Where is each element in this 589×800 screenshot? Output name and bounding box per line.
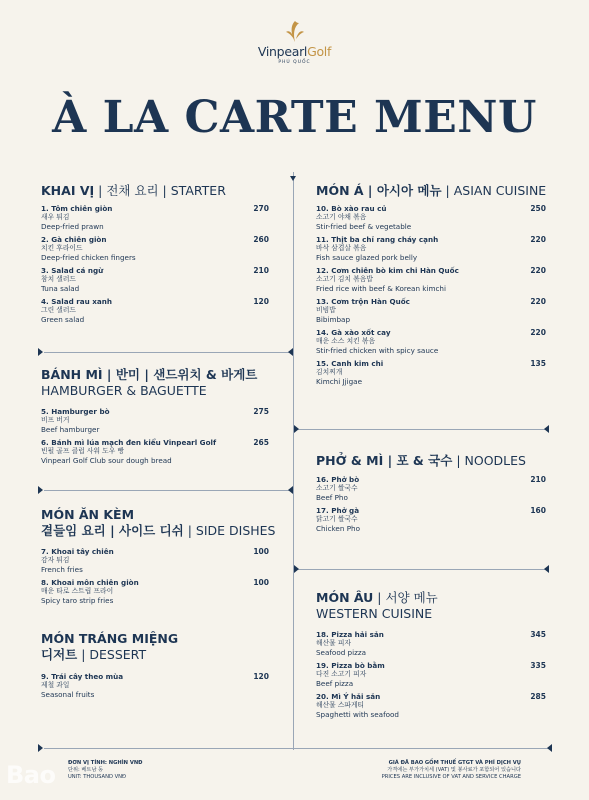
item-price: 260	[253, 235, 269, 244]
menu-item: 18. Pizza hải sản 해산물 피자 Seafood pizza 345	[316, 630, 546, 657]
section-subheading: WESTERN CUISINE	[316, 606, 433, 621]
item-price: 220	[530, 266, 546, 275]
item-price: 275	[253, 407, 269, 416]
item-price: 270	[253, 204, 269, 213]
menu-item: 11. Thịt ba chỉ rang cháy cạnh 바삭 삼겹살 볶음 Fish sauce glazed pork belly 220	[316, 235, 546, 262]
divider-arrow	[294, 565, 299, 573]
item-price: 100	[253, 547, 269, 556]
footer-tax-note: GIÁ ĐÃ BAO GỒM THUẾ GTGT VÀ PHÍ DỊCH VỤ 가격에는 부가가치세 (VAT) 및 봉사료가 포함되어 있습니다 PRICES ARE INCLUSIVE OF VAT AND SERVICE CHARGE	[381, 760, 521, 780]
item-list	[41, 407, 269, 465]
left-divider-2	[44, 490, 293, 491]
center-divider	[293, 172, 294, 750]
divider-arrow	[544, 425, 549, 433]
section-asian-cuisine	[316, 183, 546, 390]
section-noodles	[316, 453, 546, 537]
item-list	[41, 204, 269, 324]
divider-arrow-top	[290, 176, 296, 181]
menu-item: 19. Pizza bò bằm 다진 소고기 피자 Beef pizza 335	[316, 661, 546, 688]
item-list	[316, 204, 546, 386]
menu-item: 5. Hamburger bò 비프 버거 Beef hamburger 275	[41, 407, 269, 434]
item-price: 220	[530, 235, 546, 244]
menu-item: 4. Salad rau xanh 그린 샐러드 Green salad 120	[41, 297, 269, 324]
divider-arrow	[38, 348, 43, 356]
item-price: 210	[253, 266, 269, 275]
item-price: 160	[530, 506, 546, 515]
menu-item: 14. Gà xào xốt cay 매운 소스 치킨 볶음 Stir-fried chicken with spicy sauce 220	[316, 328, 546, 355]
menu-item: 1. Tôm chiên giòn 새우 튀김 Deep-fried prawn 270	[41, 204, 269, 231]
vinpearl-golf-logo	[0, 20, 589, 65]
section-heading: MÓN Á | 아시아 메뉴 | ASIAN CUISINE	[316, 183, 547, 198]
section-side-dishes	[41, 507, 276, 609]
divider-arrow	[294, 425, 299, 433]
item-price: 210	[530, 475, 546, 484]
section-starter	[41, 183, 269, 328]
item-price: 345	[530, 630, 546, 639]
section-subheading: HAMBURGER & BAGUETTE	[41, 383, 207, 398]
item-list	[41, 672, 269, 699]
menu-item: 3. Salad cá ngừ 참치 샐러드 Tuna salad 210	[41, 266, 269, 293]
menu-item: 9. Trái cây theo mùa 제철 과일 Seasonal fruits 120	[41, 672, 269, 699]
menu-item: 17. Phở gà 닭고기 쌀국수 Chicken Pho 160	[316, 506, 546, 533]
item-price: 285	[530, 692, 546, 701]
section-heading: BÁNH MÌ | 반미 | 샌드위치 & 바게트	[41, 367, 258, 382]
brand-location: PHÚ QUỐC	[278, 60, 311, 65]
section-heading: MÓN TRÁNG MIỆNG	[41, 631, 179, 646]
menu-item: 6. Bánh mì lúa mạch đen kiểu Vinpearl Golf 빈펄 골프 클럽 사워 도우 빵 Vinpearl Golf Club sour dough bread 265	[41, 438, 269, 465]
section-heading: PHỞ & MÌ | 포 & 국수 | NOODLES	[316, 453, 526, 468]
watermark: Bao	[6, 761, 56, 789]
menu-item: 13. Cơm trộn Hàn Quốc 비빔밥 Bibimbap 220	[316, 297, 546, 324]
left-divider-1	[44, 352, 293, 353]
item-list	[316, 475, 546, 533]
menu-item: 10. Bò xào rau củ 소고기 야채 볶음 Stir-fried beef & vegetable 250	[316, 204, 546, 231]
divider-arrow	[547, 744, 552, 752]
item-price: 335	[530, 661, 546, 670]
menu-item: 7. Khoai tây chiên 감자 튀김 French fries 100	[41, 547, 269, 574]
item-price: 220	[530, 328, 546, 337]
item-price: 100	[253, 578, 269, 587]
item-list	[316, 630, 546, 719]
divider-arrow	[544, 565, 549, 573]
divider-arrow	[288, 348, 293, 356]
menu-item: 2. Gà chiên giòn 치킨 후라이드 Deep-fried chicken fingers 260	[41, 235, 269, 262]
menu-item: 8. Khoai môn chiên giòn 매운 타로 스트립 프라이 Spicy taro strip fries 100	[41, 578, 269, 605]
bottom-divider	[44, 748, 549, 749]
footer-unit-note: ĐƠN VỊ TÍNH: NGHÌN VNĐ 단위: 베트남 동 UNIT: THOUSAND VNĐ	[68, 760, 143, 780]
divider-arrow	[38, 744, 43, 752]
brand-name: VinpearlGolf	[257, 44, 332, 59]
section-dessert	[41, 631, 269, 703]
item-price: 265	[253, 438, 269, 447]
item-price: 120	[253, 297, 269, 306]
menu-item: 20. Mì Ý hải sản 해산물 스파게티 Spaghetti with seafood 285	[316, 692, 546, 719]
section-heading: KHAI VỊ | 전채 요리 | STARTER	[41, 183, 226, 198]
section-subheading: 디저트 | DESSERT	[41, 647, 147, 662]
section-subheading: 곁들임 요리 | 사이드 디쉬 | SIDE DISHES	[41, 523, 276, 538]
golf-swoosh-icon	[282, 20, 308, 44]
section-heading: MÓN ÂU | 서양 메뉴	[316, 590, 438, 605]
menu-item: 16. Phở bò 소고기 쌀국수 Beef Pho 210	[316, 475, 546, 502]
item-price: 250	[530, 204, 546, 213]
divider-arrow	[288, 486, 293, 494]
item-price: 135	[530, 359, 546, 368]
right-divider-2	[293, 569, 546, 570]
menu-item: 15. Canh kim chi 김치찌개 Kimchi Jjigae 135	[316, 359, 546, 386]
menu-item: 12. Cơm chiên bò kim chi Hàn Quốc 소고기 김치 볶음밥 Fried rice with beef & Korean kimchi 220	[316, 266, 546, 293]
section-western-cuisine	[316, 590, 546, 723]
divider-arrow	[38, 486, 43, 494]
section-banh-mi	[41, 367, 269, 469]
page-title: À LA CARTE MENU	[52, 92, 537, 143]
item-price: 120	[253, 672, 269, 681]
section-heading: MÓN ĂN KÈM	[41, 507, 135, 522]
item-list	[41, 547, 269, 605]
item-price: 220	[530, 297, 546, 306]
right-divider-1	[293, 429, 546, 430]
